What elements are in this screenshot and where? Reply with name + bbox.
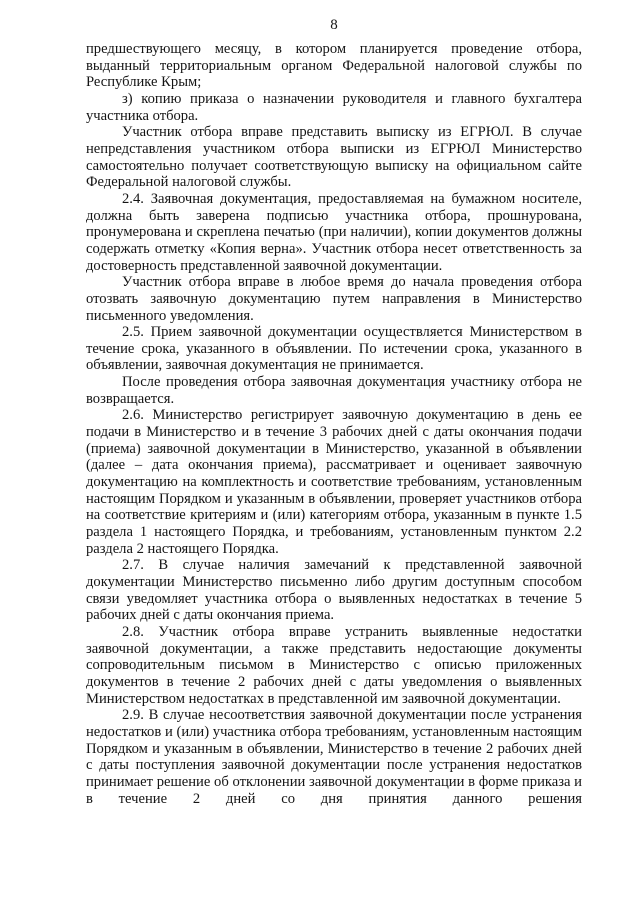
paragraph: 2.7. В случае наличия замечаний к представленной заявочной документации Министерство письменно либо другим доступным способом связи уведомляет участника отбора о выявленных недостатках в течение 5 рабочих дней с даты окончания приема. bbox=[86, 557, 582, 624]
paragraph: 2.5. Прием заявочной документации осуществляется Министерством в течение срока, указанного в объявлении. По истечении срока, указанного в объявлении, заявочная документация не принимается. bbox=[86, 324, 582, 374]
paragraph: Участник отбора вправе представить выписку из ЕГРЮЛ. В случае непредставления участником отбора выписки из ЕГРЮЛ Министерство самостоятельно получает соответствующую выписку на официальном сайте Федеральной налоговой службы. bbox=[86, 124, 582, 191]
document-body bbox=[86, 41, 582, 807]
paragraph: 2.6. Министерство регистрирует заявочную документацию в день ее подачи в Министерство и в течение 3 рабочих дней с даты окончания подачи (приема) заявочной документации в Министерство, указанной в объявлении (далее – дата окончания приема), рассматривает и оценивает заявочную документацию на комплектность и соответствие требованиям, установленным настоящим Порядком и указанным в объявлении, проверяет участников отбора на соответствие критериям и (или) категориям отбора, указанным в пункте 1.5 раздела 1 настоящего Порядка, и требованиям, установленным пунктом 2.2 раздела 2 настоящего Порядка. bbox=[86, 407, 582, 557]
page-number: 8 bbox=[330, 17, 338, 33]
paragraph: Участник отбора вправе в любое время до начала проведения отбора отозвать заявочную документацию путем направления в Министерство письменного уведомления. bbox=[86, 274, 582, 324]
paragraph: 2.9. В случае несоответствия заявочной документации после устранения недостатков и (или) участника отбора требованиям, установленным настоящим Порядком и указанным в объявлении, Министерство в течение 2 рабочих дней с даты поступления заявочной документации после устранения недостатков принимает решение об отклонении заявочной документации в форме приказа и в течение 2 дней со дня принятия данного решения bbox=[86, 707, 582, 807]
paragraph: После проведения отбора заявочная документация участнику отбора не возвращается. bbox=[86, 374, 582, 407]
paragraph: 2.8. Участник отбора вправе устранить выявленные недостатки заявочной документации, а также представить недостающие документы сопроводительным письмом в Министерство с описью приложенных документов в течение 2 рабочих дней с даты уведомления о выявленных Министерством недостатках в представленной им заявочной документации. bbox=[86, 623, 582, 707]
paragraph: предшествующего месяцу, в котором планируется проведение отбора, выданный территориальным органом Федеральной налоговой службы по Республике Крым; bbox=[86, 41, 582, 91]
paragraph: 2.4. Заявочная документация, предоставляемая на бумажном носителе, должна быть заверена подписью участника отбора, прошнурована, пронумерована и скреплена печатью (при наличии), копии документов должны содержать отметку «Копия верна». Участник отбора несет ответственность за достоверность представленной заявочной документации. bbox=[86, 190, 582, 274]
paragraph: з) копию приказа о назначении руководителя и главного бухгалтера участника отбора. bbox=[86, 90, 582, 124]
